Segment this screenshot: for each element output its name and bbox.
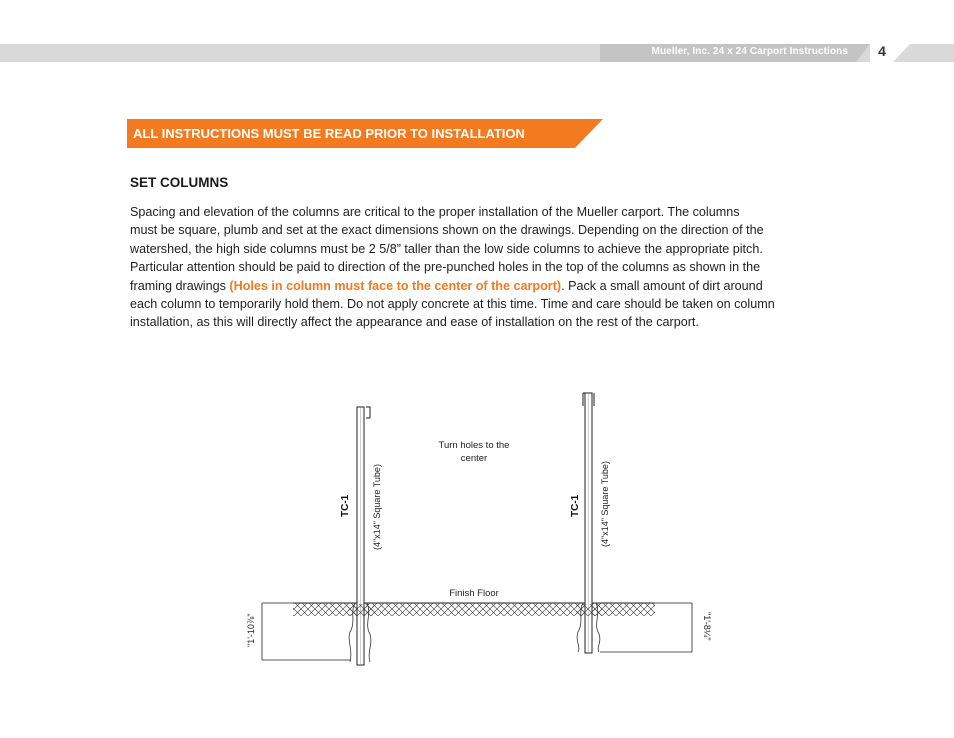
holes-note-line2: center xyxy=(460,453,488,464)
paragraph-line: must be square, plumb and set at the exact dimensions shown on the drawings. Depending on the direction of the xyxy=(130,223,764,238)
section-heading: SET COLUMNS xyxy=(130,175,229,190)
page-number: 4 xyxy=(878,43,886,59)
right-column-size: (4"x14" Square Tube) xyxy=(600,461,610,547)
paragraph-text: framing drawings xyxy=(130,278,230,293)
right-column-tag: TC-1 xyxy=(570,494,581,517)
holes-note-line1: Turn holes to the xyxy=(438,440,510,451)
paragraph-text: . Pack a small amount of dirt around xyxy=(561,278,763,293)
right-column xyxy=(576,393,602,653)
paragraph-line: Spacing and elevation of the columns are critical to the proper installation of the Mueller carport. The columns xyxy=(130,205,740,219)
paragraph-line: watershed, the high side columns must be 2 5/8” taller than the low side columns to achieve the appropriate pitch. xyxy=(130,241,763,256)
left-column xyxy=(348,407,374,665)
right-depth-label: "1'-8¼" xyxy=(702,612,712,641)
header-title: Mueller, Inc. 24 x 24 Carport Instructions xyxy=(651,46,848,57)
finish-floor-label: Finish Floor xyxy=(449,588,499,599)
paragraph-line: installation, as this will directly affect the appearance and ease of installation on the rest of the carport. xyxy=(130,315,699,330)
left-column-size: (4"x14" Square Tube) xyxy=(372,464,382,550)
left-depth-label: "1'-10⅞" xyxy=(246,613,256,647)
left-column-tag: TC-1 xyxy=(340,494,351,517)
paragraph-line: Particular attention should be paid to direction of the pre-punched holes in the top of the columns as shown in the xyxy=(130,260,761,275)
highlight-text: (Holes in column must face to the center of the carport) xyxy=(229,278,562,293)
paragraph-line: each column to temporarily hold them. Do not apply concrete at this time. Time and care should be taken on column xyxy=(130,297,775,312)
banner-text: ALL INSTRUCTIONS MUST BE READ PRIOR TO INSTALLATION xyxy=(133,126,525,141)
